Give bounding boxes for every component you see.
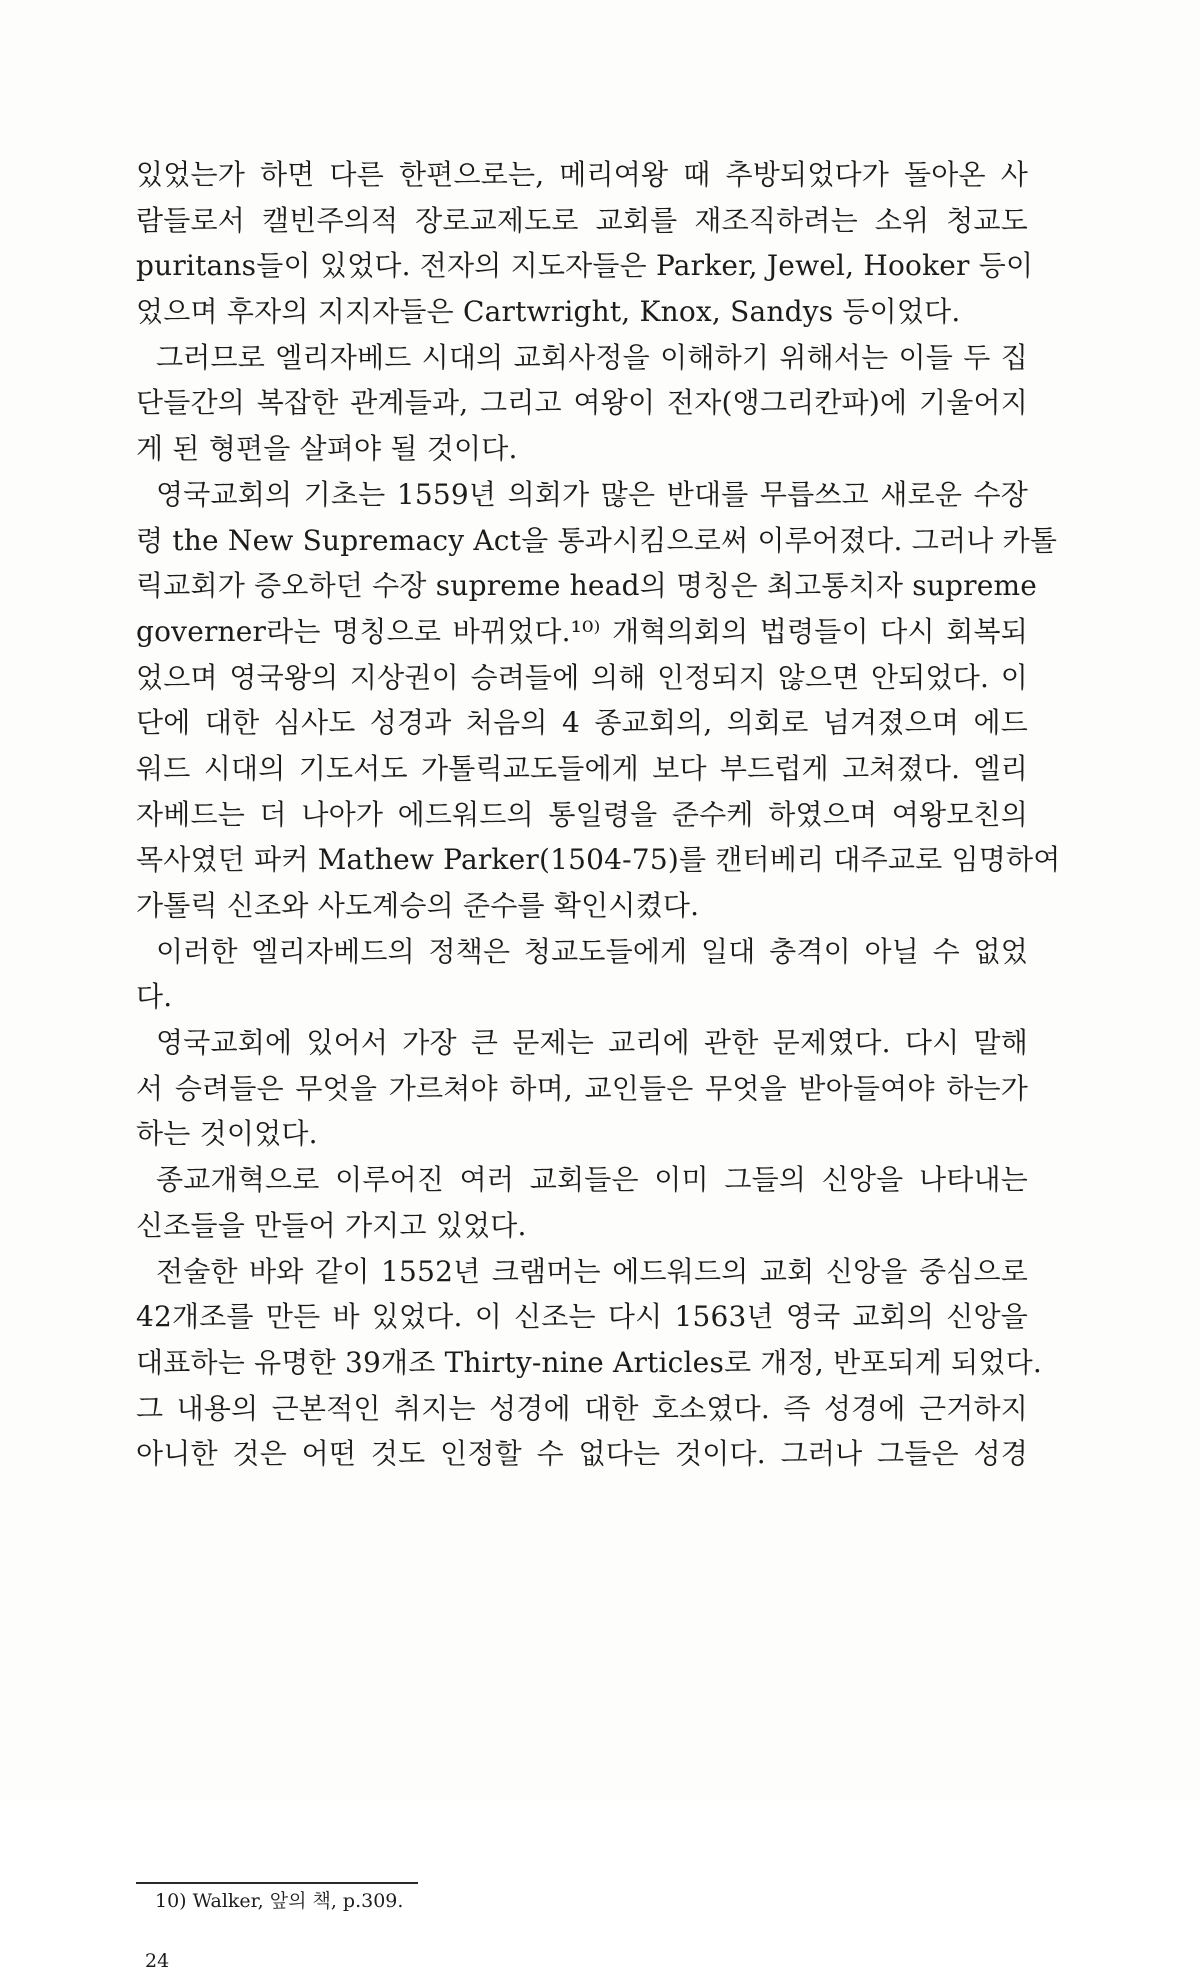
text-line: 42개조를 만든 바 있었다. 이 신조는 다시 1563년 영국 교회의 신앙을	[136, 1300, 1028, 1334]
text-line: 었으며 후자의 지지자들은 Cartwright, Knox, Sandys 등이었다.	[136, 295, 961, 329]
text-line: 서 승려들은 무엇을 가르쳐야 하며, 교인들은 무엇을 받아들여야 하는가	[136, 1071, 1028, 1105]
text-line: 전술한 바와 같이 1552년 크램머는 에드워드의 교회 신앙을 중심으로	[156, 1254, 1028, 1288]
text-line: puritans들이 있었다. 전자의 지도자들은 Parker, Jewel, Hooker 등이	[136, 249, 1034, 283]
text-line: 대표하는 유명한 39개조 Thirty-nine Articles로 개정, 반포되게 되었다.	[136, 1345, 1043, 1379]
text-line: 게 된 형편을 살펴야 될 것이다.	[136, 432, 518, 466]
text-line: 아니한 것은 어떤 것도 인정할 수 없다는 것이다. 그러나 그들은 성경	[136, 1437, 1028, 1471]
text-line: 릭교회가 증오하던 수장 supreme head의 명칭은 최고통치자 supreme	[136, 569, 1038, 603]
text-line: 그 내용의 근본적인 취지는 성경에 대한 호소였다. 즉 성경에 근거하지	[136, 1391, 1028, 1425]
body-text	[136, 152, 1061, 1477]
text-line: 단에 대한 심사도 성경과 처음의 4 종교회의, 의회로 넘겨졌으며 에드	[136, 706, 1028, 740]
text-line: 신조들을 만들어 가지고 있었다.	[136, 1208, 527, 1242]
text-line: 그러므로 엘리자베드 시대의 교회사정을 이해하기 위해서는 이들 두 집	[156, 340, 1028, 374]
text-line: 있었는가 하면 다른 한편으로는, 메리여왕 때 추방되었다가 돌아온 사	[136, 158, 1028, 191]
text-line: 가톨릭 신조와 사도계승의 준수를 확인시켰다.	[136, 889, 700, 922]
text-line: 자베드는 더 나아가 에드워드의 통일령을 준수케 하였으며 여왕모친의	[136, 797, 1028, 831]
text-line: 종교개혁으로 이루어진 여러 교회들은 이미 그들의 신앙을 나타내는	[156, 1163, 1028, 1197]
text-line: 령 the New Supremacy Act을 통과시킴으로써 이루어졌다. 그러나 카톨	[136, 523, 1058, 557]
text-line: 단들간의 복잡한 관계들과, 그리고 여왕이 전자(앵그리칸파)에 기울어지	[136, 386, 1028, 420]
text-line: 다.	[136, 980, 173, 1014]
page-number: 24	[145, 1950, 170, 1972]
text-line: 워드 시대의 기도서도 가톨릭교도들에게 보다 부드럽게 고쳐졌다. 엘리	[136, 751, 1028, 785]
text-line: governer라는 명칭으로 바뀌었다.¹⁰⁾ 개혁의회의 법령들이 다시 회복되	[136, 614, 1028, 648]
footnote: 10) Walker, 앞의 책, p.309.	[155, 1890, 404, 1912]
text-line: 목사였던 파커 Mathew Parker(1504-75)를 캔터베리 대주교로 임명하여	[136, 843, 1061, 877]
footnote-divider	[136, 1882, 418, 1884]
text-line: 하는 것이었다.	[136, 1117, 318, 1151]
text-line: 었으며 영국왕의 지상권이 승려들에 의해 인정되지 않으면 안되었다. 이	[136, 660, 1028, 694]
text-line: 이러한 엘리자베드의 정책은 청교도들에게 일대 충격이 아닐 수 없었	[156, 934, 1028, 968]
text-line: 람들로서 캘빈주의적 장로교제도로 교회를 재조직하려는 소위 청교도	[136, 203, 1028, 237]
text-line: 영국교회의 기초는 1559년 의회가 많은 반대를 무릅쓰고 새로운 수장	[156, 477, 1028, 511]
text-line: 영국교회에 있어서 가장 큰 문제는 교리에 관한 문제였다. 다시 말해	[156, 1026, 1028, 1060]
